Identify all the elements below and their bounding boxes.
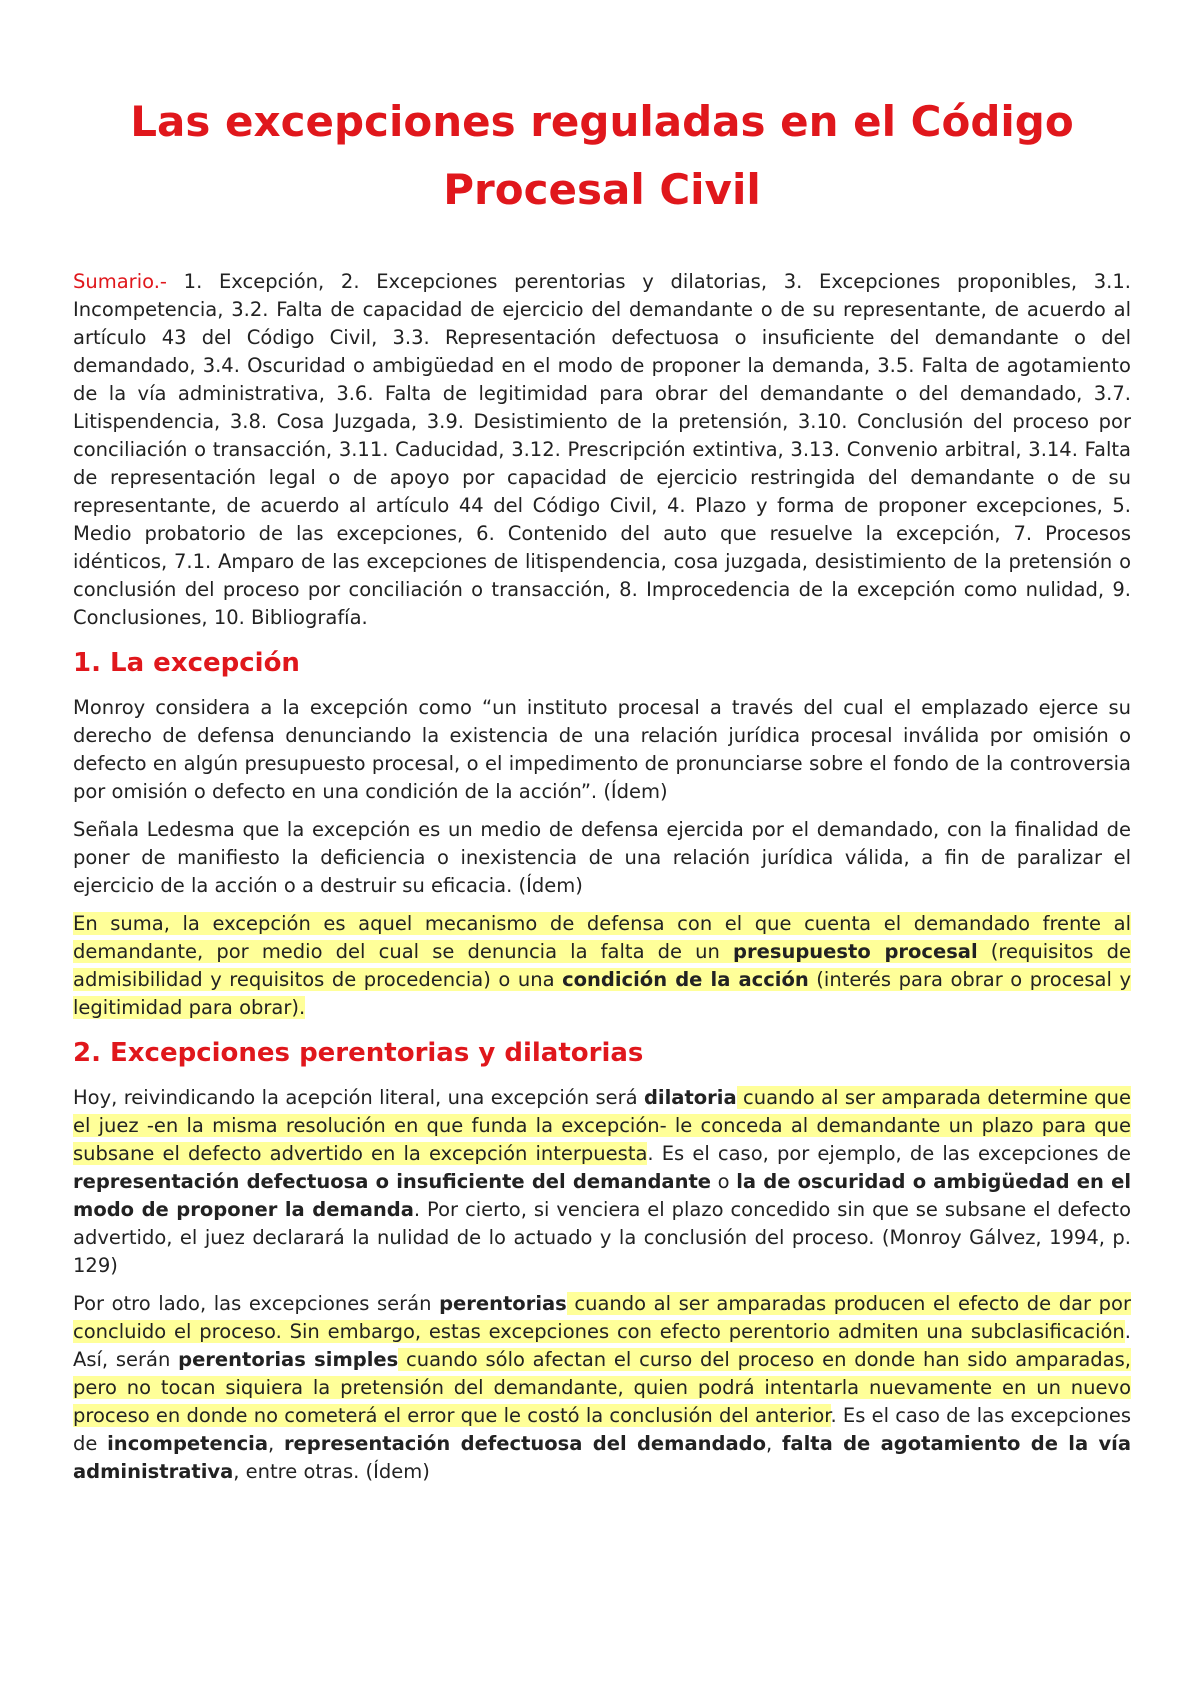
- section-2-paragraph-1: [73, 1084, 1131, 1280]
- text-run: . Es el caso de las excepciones de: [73, 1404, 1131, 1455]
- section-2-heading: 2. Excepciones perentorias y dilatorias: [73, 1038, 644, 1068]
- summary-paragraph: [73, 268, 1131, 632]
- section-1-paragraph-3: [73, 910, 1131, 1022]
- highlighted-text: cuando sólo afectan el curso del proceso en donde han sido amparadas, pero no tocan siquiera la pretensión del demandante, quien podrá intentarla nuevamente en un nuevo proceso en donde no cometerá el error que le costó la conclusión del anterior: [73, 1348, 1131, 1427]
- text-run: ,: [766, 1432, 782, 1455]
- text-run: Hoy, reivindicando la acepción literal, una excepción será: [73, 1086, 644, 1109]
- text-run: . Por cierto, si venciera el plazo concedido sin que se subsane el defecto advertido, el juez declarará la nulidad de lo actuado y la conclusión del proceso. (Monroy Gálvez, 1994, p. 129): [73, 1198, 1132, 1277]
- text-run: (interés para obrar o procesal y legitimidad para obrar).: [73, 968, 1132, 1019]
- document-page: [73, 88, 1131, 1496]
- bold-term: representación defectuosa o insuficiente del demandante: [73, 1170, 712, 1193]
- highlighted-text: cuando al ser amparada determine que el juez -en la misma resolución en que funda la excepción- le conceda al demandante un plazo para que subsane el defecto advertido en la excepción interpuesta: [73, 1086, 1131, 1165]
- highlighted-text: cuando al ser amparadas producen el efecto de dar por concluido el proceso. Sin embargo, estas excepciones con efecto perentorio admiten una subclasificación: [73, 1292, 1131, 1343]
- document-title: Las excepciones reguladas en el Código Procesal Civil: [130, 97, 1074, 214]
- bold-term: dilatoria: [643, 1086, 737, 1109]
- section-1-paragraph-2: Señala Ledesma que la excepción es un medio de defensa ejercida por el demandado, con la finalidad de poner de manifiesto la deficiencia o inexistencia de una relación jurídica válida, a fin de paralizar el ejercicio de la acción o a destruir su eficacia. (Ídem): [73, 818, 1131, 897]
- highlighted-text: [73, 912, 1131, 1019]
- text-run: . Es el caso, por ejemplo, de las excepciones de: [647, 1142, 1131, 1165]
- bold-term: representación defectuosa del demandado: [283, 1432, 766, 1455]
- bold-term: presupuesto procesal: [733, 940, 978, 963]
- text-run: . Así, serán: [73, 1320, 1131, 1371]
- summary-label: Sumario.-: [73, 270, 167, 293]
- text-run: (requisitos de admisibilidad y requisitos de procedencia) o una: [73, 940, 1131, 991]
- bold-term: falta de agotamiento de la vía administrativa: [73, 1432, 1132, 1483]
- text-run: ,: [267, 1432, 284, 1455]
- text-run: En suma, la excepción es aquel mecanismo de defensa con el que cuenta el demandado frente al demandante, por medio del cual se denuncia la falta de un: [73, 912, 1131, 963]
- bold-term: perentorias: [439, 1292, 567, 1315]
- section-1-heading: 1. La excepción: [73, 648, 300, 678]
- text-run: , entre otras. (Ídem): [233, 1460, 430, 1483]
- bold-term: perentorias simples: [178, 1348, 399, 1371]
- bold-term: condición de la acción: [562, 968, 809, 991]
- bold-term: incompetencia: [107, 1432, 268, 1455]
- section-1-paragraph-1: Monroy considera a la excepción como “un instituto procesal a través del cual el emplazado ejerce su derecho de defensa denunciando la existencia de una relación jurídica procesal inválida por omisión o defecto en algún presupuesto procesal, o el impedimento de pronunciarse sobre el fondo de la controversia por omisión o defecto en una condición de la acción”. (Ídem): [73, 696, 1131, 803]
- bold-term: la de oscuridad o ambigüedad en el modo de proponer la demanda: [73, 1170, 1132, 1221]
- text-run: o: [711, 1170, 737, 1193]
- section-2-paragraph-2: [73, 1290, 1131, 1486]
- text-run: Por otro lado, las excepciones serán: [73, 1292, 440, 1315]
- summary-text: 1. Excepción, 2. Excepciones perentorias y dilatorias, 3. Excepciones proponibles, 3.1. Incompetencia, 3.2. Falta de capacidad de ejercicio del demandante o de su representante, de acuerdo al artículo 43 del Código Civil, 3.3. Representación defectuosa o insuficiente del demandante o del demandado, 3.4. Oscuridad o ambigüedad en el modo de proponer la demanda, 3.5. Falta de agotamiento de la vía administrativa, 3.6. Falta de legitimidad para obrar del demandante o del demandado, 3.7. Litispendencia, 3.8. Cosa Juzgada, 3.9. Desistimiento de la pretensión, 3.10. Conclusión del proceso por conciliación o transacción, 3.11. Caducidad, 3.12. Prescripción extintiva, 3.13. Convenio arbitral, 3.14. Falta de representación legal o de apoyo por capacidad de ejercicio restringida del demandante o de su representante, de acuerdo al artículo 44 del Código Civil, 4. Plazo y forma de proponer excepciones, 5. Medio probatorio de las excepciones, 6. Contenido del auto que resuelve la excepción, 7. Procesos idénticos, 7.1. Amparo de las excepciones de litispendencia, cosa juzgada, desistimiento de la pretensión o conclusión del proceso por conciliación o transacción, 8. Improcedencia de la excepción como nulidad, 9. Conclusiones, 10. Bibliografía.: [73, 270, 1131, 629]
